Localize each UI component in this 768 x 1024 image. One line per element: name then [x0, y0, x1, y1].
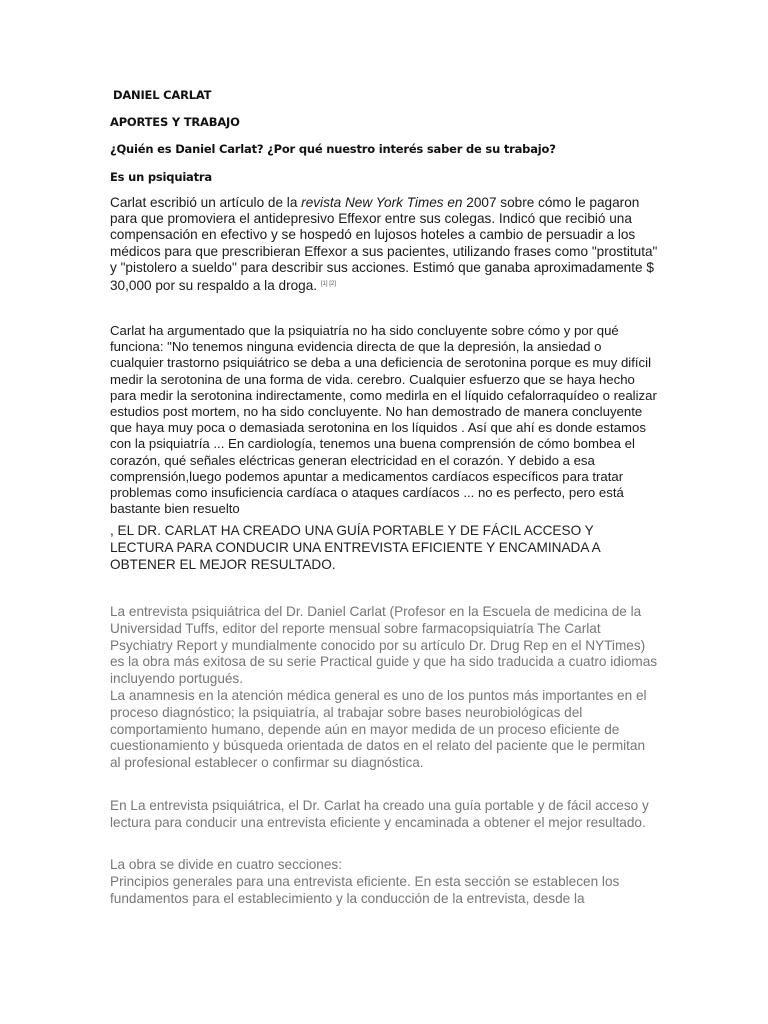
paragraph-sections-intro: La obra se divide en cuatro secciones:	[110, 857, 342, 872]
answer-heading: Es un psiquiatra	[110, 170, 212, 184]
paragraph-anamnesis: La anamnesis en la atención médica general es uno de los puntos más importantes en el proceso diagnóstico; la psiquiatría, al trabajar sobre bases neurobiológicas del comportamiento humano, depende aún en mayor medida de un proceso eficiente de cuestionamiento y búsqueda orientada de datos en el relato del paciente que le permitan al profesional establecer o confirmar su diagnóstica.	[110, 688, 647, 771]
question-heading: ¿Quién es Daniel Carlat? ¿Por qué nuestro interés saber de su trabajo?	[110, 142, 556, 156]
paragraph-uppercase-guide: , EL DR. CARLAT HA CREADO UNA GUÍA PORTABLE Y DE FÁCIL ACCESO Y LECTURA PARA CONDUCIR UNA ENTREVISTA EFICIENTE Y ENCAMINADA A OBTENER EL MEJOR RESULTADO.	[110, 523, 600, 572]
paragraph-serotonin: Carlat ha argumentado que la psiquiatría no ha sido concluyente sobre cómo y por qué funciona: "No tenemos ninguna evidencia directa de que la depresión, la ansiedad o cualquier trastorno psiquiátrico se deba a una deficiencia de serotonina porque es muy difícil medir la serotonina de una forma de vida. cerebro. Cualquier esfuerzo que se haya hecho para medir la serotonina indirectamente, como medirla en el líquido cefalorraquídeo o realizar estudios post mortem, no ha sido concluyente. No han demostrado de manera concluyente que haya muy poca o demasiada serotonina en los líquidos . Así que ahí es donde estamos con la psiquiatría ... En cardiología, tenemos una buena comprensión de cómo bombea el corazón, qué señales eléctricas generan electricidad en el corazón. Y debido a esa comprensión,luego podemos apuntar a medicamentos cardíacos específicos para tratar problemas como insuficiencia cardíaca o ataques cardíacos ... no es perfecto, pero está bastante bien resuelto	[110, 323, 657, 517]
paragraph-nyt-article	[110, 195, 658, 294]
p1-text-a: Carlat escribió un artículo de la	[110, 195, 302, 210]
p1-text-b: 2007 sobre cómo le pagaron para que promoviera el antidepresivo Effexor entre sus colegas. Indicó que recibió una compensación en efectivo y se hospedó en lujosos hoteles a cambio de persuadir a los médicos para que prescribieran Effexor a sus pacientes, utilizando frases como "prostituta" y "pistolero a sueldo" para describir sus acciones. Estimó que ganaba aproximadamente $ 30,000 por su respaldo a la droga.	[110, 195, 658, 294]
p1-italic: revista New York Times en	[301, 195, 463, 210]
section-heading: APORTES Y TRABAJO	[110, 115, 240, 129]
paragraph-carlat-book: La entrevista psiquiátrica del Dr. Daniel Carlat (Profesor en la Escuela de medicina de la Universidad Tuffs, editor del reporte mensual sobre farmacopsiquiatría The Carlat Psychiatry Report y mundialmente conocido por su artículo Dr. Drug Rep en el NYTimes) es la obra más exitosa de su serie Practical guide y que ha sido traducida a cuatro idiomas incluyendo portugués.	[110, 604, 658, 687]
paragraph-portable-guide: En La entrevista psiquiátrica, el Dr. Carlat ha creado una guía portable y de fácil acceso y lectura para conducir una entrevista eficiente y encaminada a obtener el mejor resultado.	[110, 798, 649, 830]
paragraph-principles: Principios generales para una entrevista eficiente. En esta sección se establecen los fundamentos para el establecimiento y la conducción de la entrevista, desde la	[110, 874, 620, 906]
author-heading: DANIEL CARLAT	[113, 88, 212, 102]
footnote-refs: [1] [2]	[320, 281, 336, 288]
